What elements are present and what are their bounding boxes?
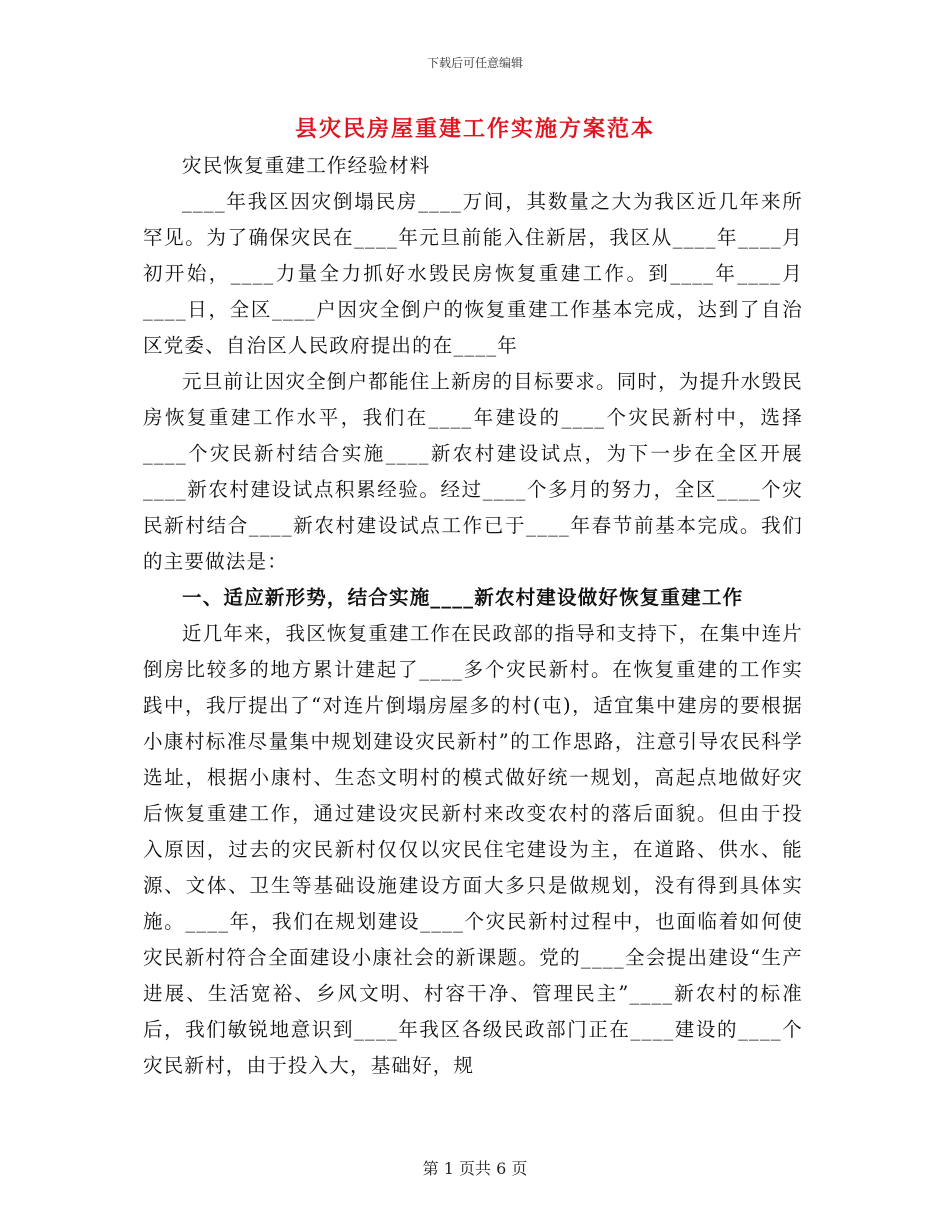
document-body bbox=[143, 148, 803, 1084]
paragraph: 近几年来，我区恢复重建工作在民政部的指导和支持下，在集中连片倒房比较多的地方累计建起了____多个灾民新村。在恢复重建的工作实践中，我厅提出了“对连片倒塌房屋多的村(屯)，适宜集中建房的要根据小康村标准尽量集中规划建设灾民新村”的工作思路，注意引导农民科学选址，根据小康村、生态文明村的模式做好统一规划，高起点地做好灾后恢复重建工作，通过建设灾民新村来改变农村的落后面貌。但由于投入原因，过去的灾民新村仅仅以灾民住宅建设为主，在道路、供水、能源、文体、卫生等基础设施建设方面大多只是做规划，没有得到具体实施。____年，我们在规划建设____个灾民新村过程中，也面临着如何使灾民新村符合全面建设小康社会的新课题。党的____全会提出建设“生产进展、生活宽裕、乡风文明、村容干净、管理民主”____新农村的标准后，我们敏锐地意识到____年我区各级民政部门正在____建设的____个灾民新村，由于投入大，基础好，规 bbox=[143, 622, 804, 1077]
paragraph-subtitle: 灾民恢复重建工作经验材料 bbox=[182, 154, 431, 177]
paragraph: 元旦前让因灾全倒户都能住上新房的目标要求。同时，为提升水毁民房恢复重建工作水平，我们在____年建设的____个灾民新村中，选择____个灾民新村结合实施____新农村建设试点，为下一步在全区开展____新农村建设试点积累经验。经过____个多月的努力，全区____个灾民新村结合____新农村建设试点工作已于____年春节前基本完成。我们的主要做法是： bbox=[143, 370, 804, 573]
paragraph: ____年我区因灾倒塌民房____万间，其数量之大为我区近几年来所罕见。为了确保灾民在____年元旦前能入住新居，我区从____年____月初开始，____力量全力抓好水毁民房恢复重建工作。到____年____月____日，全区____户因灾全倒户的恢复重建工作基本完成，达到了自治区党委、自治区人民政府提出的在____年 bbox=[143, 190, 803, 357]
document-title: 县灾民房屋重建工作实施方案范本 bbox=[294, 117, 655, 142]
section-heading: 一、适应新形势，结合实施____新农村建设做好恢复重建工作 bbox=[182, 586, 744, 609]
page-header-note: 下载后可任意编辑 bbox=[426, 56, 523, 70]
page-number: 第 1 页共 6 页 bbox=[422, 1159, 528, 1178]
